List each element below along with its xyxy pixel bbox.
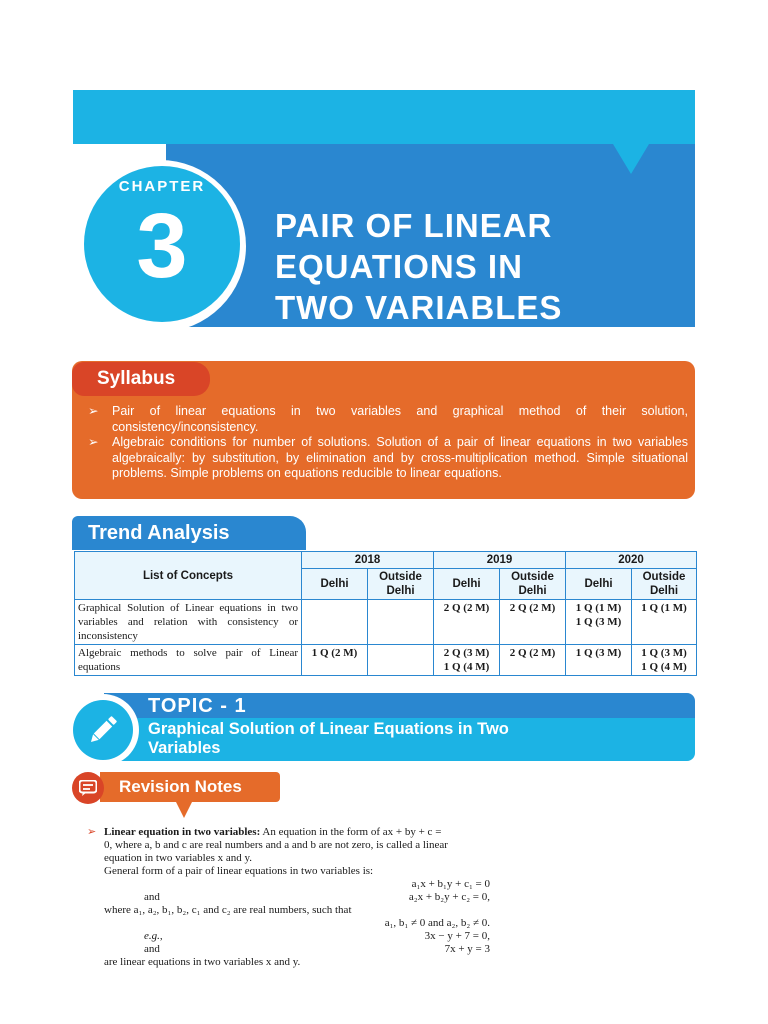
note-line: where a₁, a₂, b₁, b₂, c₁ and c₂ are real numbers, such that xyxy=(104,904,352,916)
note-line: equation in two variables x and y. xyxy=(104,852,253,864)
equation: a₁x + b₁y + c₁ = 0 xyxy=(411,878,490,890)
note-list-icon xyxy=(79,780,97,796)
note-line: General form of a pair of linear equations in two variables is: xyxy=(104,865,374,877)
value-cell xyxy=(368,600,434,645)
chapter-badge xyxy=(84,166,240,322)
region-header: Delhi xyxy=(566,569,632,600)
table-row xyxy=(75,600,697,645)
chapter-number: 3 xyxy=(136,195,188,297)
equation: a₂x + b₂y + c₂ = 0, xyxy=(408,891,490,903)
equation: 7x + y = 3 xyxy=(444,943,490,955)
revision-notes-body xyxy=(87,826,525,969)
value-cell: 2 Q (2 M) xyxy=(434,600,500,645)
note-line xyxy=(87,826,525,839)
trend-analysis-heading: Trend Analysis xyxy=(72,516,306,550)
table-row xyxy=(75,645,697,676)
topic-icon-badge xyxy=(73,700,133,760)
region-header: Outside Delhi xyxy=(632,569,697,600)
syllabus-list xyxy=(88,404,688,482)
chapter-title-line: TWO VARIABLES xyxy=(275,289,563,326)
syllabus-item xyxy=(88,435,688,482)
equation-line xyxy=(87,917,525,930)
syllabus-item-text: Algebraic conditions for number of solutions. Solution of a pair of linear equations in two variables algebraically: by substitution, by elimination and by cross-multiplication method. Simple situational problems. Simple problems on equations reducible to linear equations. xyxy=(112,435,688,480)
value-cell: 1 Q (2 M) xyxy=(302,645,368,676)
note-list-icon-badge xyxy=(72,772,104,804)
banner-notch xyxy=(613,144,649,174)
equation: 3x − y + 7 = 0, xyxy=(424,930,490,942)
region-header: Delhi xyxy=(302,569,368,600)
arrow-bullet-icon: ➢ xyxy=(88,435,99,449)
concepts-header: List of Concepts xyxy=(75,552,302,600)
value-cell: 1 Q (3 M) 1 Q (4 M) xyxy=(632,645,697,676)
chapter-label: CHAPTER xyxy=(118,178,206,195)
table-header-row xyxy=(75,552,697,569)
value-cell: 1 Q (1 M) 1 Q (3 M) xyxy=(566,600,632,645)
equation-line: and a₂x + b₂y + c₂ = 0, xyxy=(144,891,490,903)
concept-cell: Graphical Solution of Linear equations in two variables and relation with consistency or inconsistency xyxy=(75,600,302,645)
year-header: 2020 xyxy=(566,552,697,569)
topic-title: Graphical Solution of Linear Equations in Two Variables xyxy=(148,720,509,757)
condition: a₁, b₁ ≠ 0 and a₂, b₂ ≠ 0. xyxy=(384,917,490,929)
arrow-bullet-icon: ➢ xyxy=(87,826,97,838)
arrow-bullet-icon: ➢ xyxy=(88,404,99,418)
region-header: Outside Delhi xyxy=(500,569,566,600)
chapter-title-line: PAIR OF LINEAR xyxy=(275,207,553,244)
value-cell: 2 Q (2 M) xyxy=(500,600,566,645)
revision-notes-heading: Revision Notes xyxy=(100,772,280,802)
trend-analysis-table xyxy=(74,551,697,676)
syllabus-heading: Syllabus xyxy=(72,362,210,396)
equation-line: and 7x + y = 3 xyxy=(144,943,490,955)
topic-label: TOPIC - 1 xyxy=(148,695,247,717)
pencil-icon xyxy=(85,712,121,748)
value-cell: 2 Q (3 M) 1 Q (4 M) xyxy=(434,645,500,676)
year-header: 2018 xyxy=(302,552,434,569)
value-cell: 1 Q (1 M) xyxy=(632,600,697,645)
note-term: Linear equation in two variables: xyxy=(104,826,261,838)
equation-line: e.g., 3x − y + 7 = 0, xyxy=(144,930,490,942)
revision-notes-tail xyxy=(176,802,192,818)
syllabus-item xyxy=(88,404,688,435)
value-cell xyxy=(368,645,434,676)
year-header: 2019 xyxy=(434,552,566,569)
concept-cell: Algebraic methods to solve pair of Linear equations xyxy=(75,645,302,676)
value-cell xyxy=(302,600,368,645)
equation-line xyxy=(87,878,525,891)
region-header: Outside Delhi xyxy=(368,569,434,600)
note-line: 0, where a, b and c are real numbers and a and b are not zero, is called a linear xyxy=(104,839,448,851)
value-cell: 1 Q (3 M) xyxy=(566,645,632,676)
chapter-title xyxy=(275,205,685,328)
syllabus-item-text: Pair of linear equations in two variables and graphical method of their solution, consistency/inconsistency. xyxy=(112,404,688,434)
note-line: are linear equations in two variables x and y. xyxy=(104,956,301,968)
region-header: Delhi xyxy=(434,569,500,600)
value-cell: 2 Q (2 M) xyxy=(500,645,566,676)
note-text: An equation in the form of ax + by + c = xyxy=(260,826,442,838)
chapter-banner-top xyxy=(73,90,695,144)
chapter-title-line: EQUATIONS IN xyxy=(275,248,523,285)
